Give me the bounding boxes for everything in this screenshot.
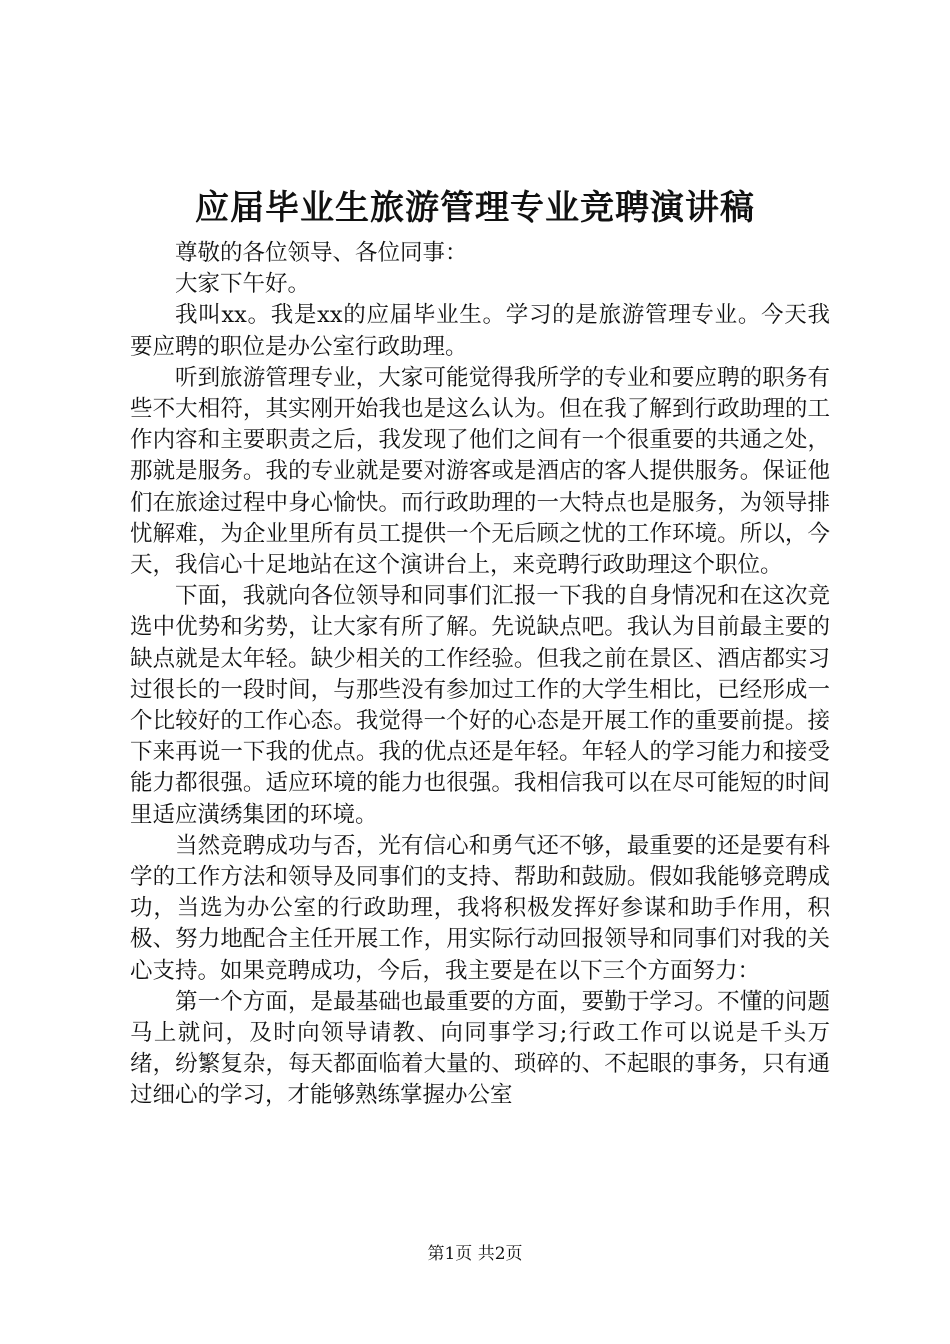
paragraph-first-aspect: 第一个方面，是最基础也最重要的方面，要勤于学习。不懂的问题马上就问，及时向领导请教、向同事学习;行政工作可以说是千头万绪，纷繁复杂，每天都面临着大量的、琐碎的、不起眼的事务，只有通过细心的学习，才能够熟练掌握办公室 — [130, 988, 830, 1109]
paragraph-greeting: 大家下午好。 — [175, 271, 311, 298]
paragraph-commitment: 当然竞聘成功与否，光有信心和勇气还不够，最重要的还是要有科学的工作方法和领导及同事们的支持、帮助和鼓励。假如我能够竞聘成功，当选为办公室的行政助理，我将积极发挥好参谋和助手作用，积极、努力地配合主任开展工作，用实际行动回报领导和同事们对我的关心支持。如果竞聘成功，今后，我主要是在以下三个方面努力： — [130, 832, 830, 984]
document-body — [130, 238, 830, 1112]
paragraph-salutation: 尊敬的各位领导、各位同事： — [175, 240, 468, 266]
paragraph-strengths-weaknesses: 下面，我就向各位领导和同事们汇报一下我的自身情况和在这次竞选中优势和劣势，让大家有所了解。先说缺点吧。我认为目前最主要的缺点就是太年轻。缺少相关的工作经验。但我之前在景区、酒店都实习过很长的一段时间，与那些没有参加过工作的大学生相比，已经形成一个比较好的工作心态。我觉得一个好的心态是开展工作的重要前提。接下来再说一下我的优点。我的优点还是年轻。年轻人的学习能力和接受能力都很强。适应环境的能力也很强。我相信我可以在尽可能短的时间里适应潢绣集团的环境。 — [130, 583, 830, 828]
page-footer: 第1页 共2页 — [427, 1244, 523, 1264]
paragraph-major-and-service: 听到旅游管理专业，大家可能觉得我所学的专业和要应聘的职务有些不大相符，其实刚开始我也是这么认为。但在我了解到行政助理的工作内容和主要职责之后，我发现了他们之间有一个很重要的共通之处，那就是服务。我的专业就是要对游客或是酒店的客人提供服务。保证他们在旅途过程中身心愉快。而行政助理的一大特点也是服务，为领导排忧解难，为企业里所有员工提供一个无后顾之忧的工作环境。所以，今天，我信心十足地站在这个演讲台上，来竞聘行政助理这个职位。 — [130, 364, 830, 579]
document-title: 应届毕业生旅游管理专业竞聘演讲稿 — [195, 188, 755, 228]
paragraph-introduction: 我叫xx。我是xx的应届毕业生。学习的是旅游管理专业。今天我要应聘的职位是办公室行政助理。 — [130, 302, 830, 360]
